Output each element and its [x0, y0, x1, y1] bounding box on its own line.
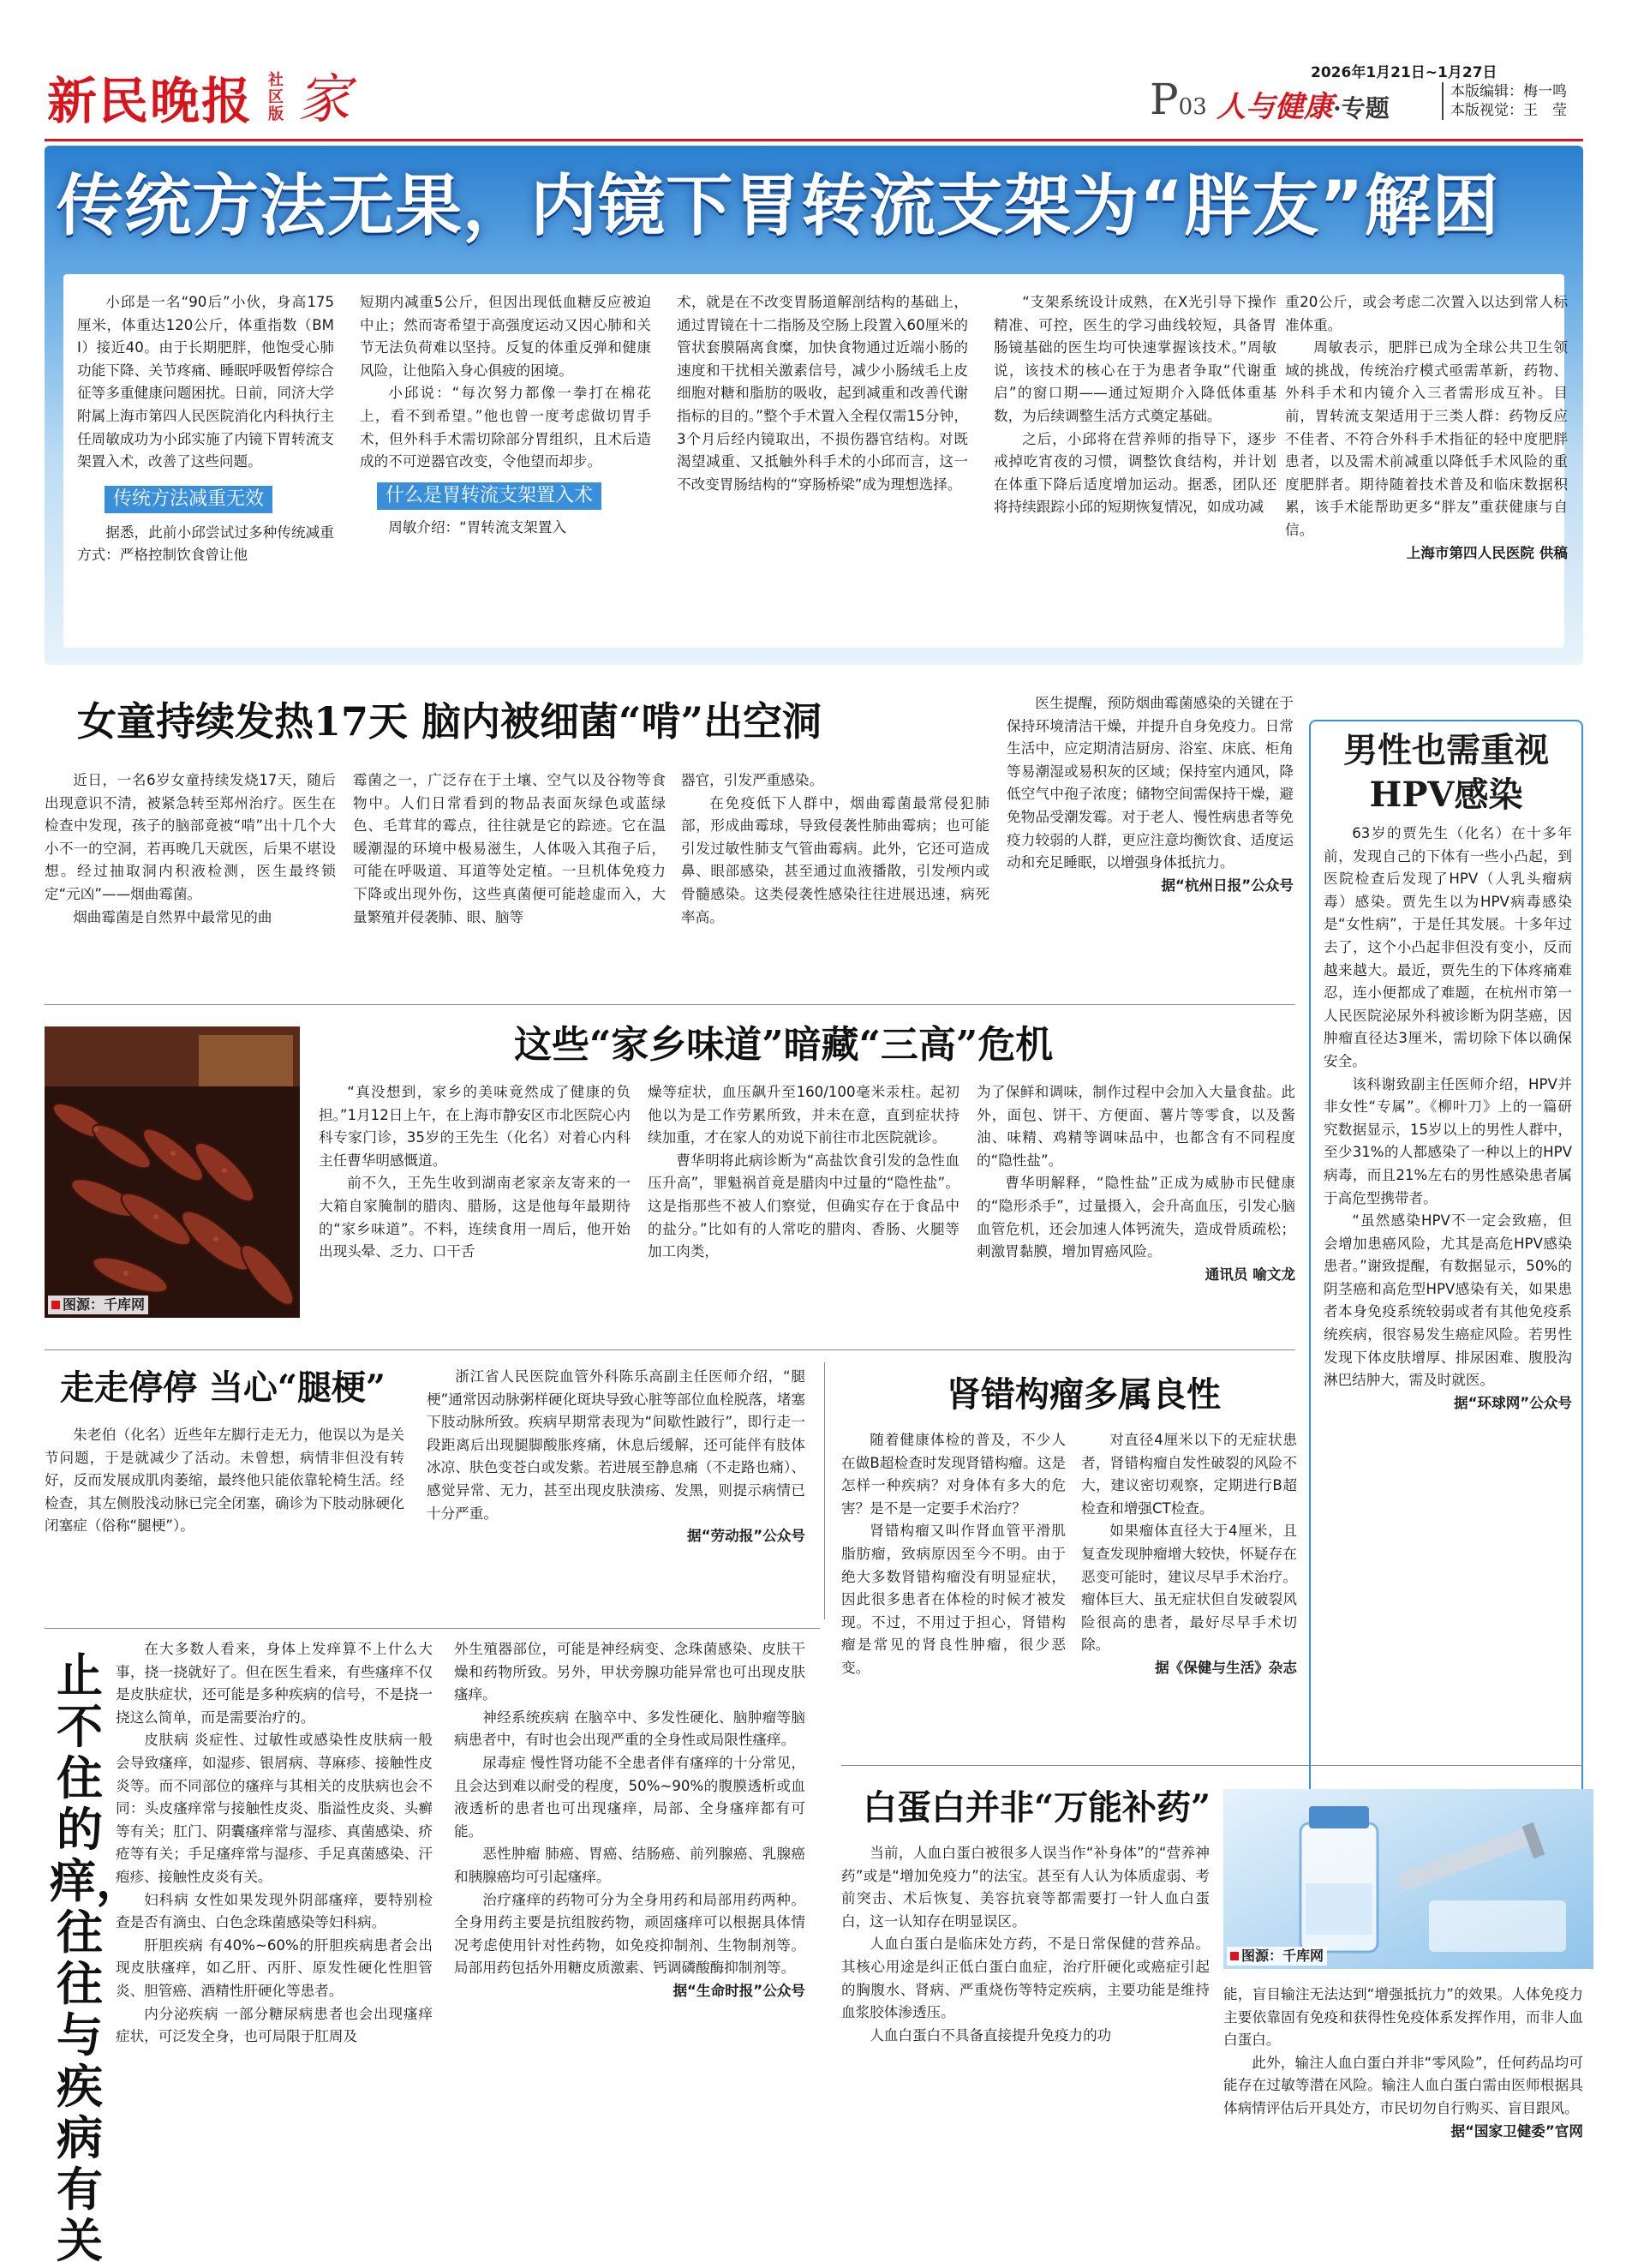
leg-headline: 走走停停 当心“腿梗” — [60, 1367, 386, 1408]
itch-headline: 止不住的痒，往往与疾病有关 — [50, 1648, 142, 2268]
paragraph: 器官，引发严重感染。 — [681, 772, 823, 788]
paragraph: 浙江省人民医院血管外科陈乐高副主任医师介绍，“腿梗”通常因动脉粥样硬化斑块导致心脏等部位血栓脱落，堵塞下肢动脉所致。疾病早期常表现为“间歇性跛行”，即行走一段距离后出现腿脚酸胀疼痛，休息后缓解，还可能伴有肢体冰凉、肤色变苍白或发紫。若进展至静息痛（不走路也痛）、感觉异常、无力，甚至出现皮肤溃疡、发黑，则提示病情已十分严重。 — [427, 1368, 805, 1522]
hometaste-headline: 这些“家乡味道”暗藏“三高”危机 — [514, 1023, 1054, 1067]
girl-col-4 — [1007, 692, 1294, 897]
feature-col-5 — [1285, 291, 1568, 565]
column-title: 人与健康 — [1217, 90, 1333, 124]
paragraph: 该科谢致副主任医师介绍，HPV并非女性“专属”。《柳叶刀》上的一篇研究数据显示，15岁以上的男性人群中，至少31%的人都感染了一种以上的HPV病毒，而且21%左右的男性感染患者属于高危型携带者。 — [1324, 1075, 1572, 1206]
paragraph: 当前，人血白蛋白被很多人误当作“补身体”的“营养神药”或是“增加免疫力”的法宝。甚至有人认为体质虚弱、考前突击、术后恢复、美容抗衰等都需要打一针人血白蛋白，这一认知存在明显误区。 — [841, 1845, 1210, 1930]
column-name — [1217, 83, 1390, 125]
paragraph: 能，盲目输注无法达到“增强抵抗力”的效果。人体免疫力主要依靠固有免疫和获得性免疫体系发挥作用，而非人血白蛋白。 — [1223, 1986, 1583, 2049]
protein-source: 据“国家卫健委”官网 — [1450, 2122, 1583, 2139]
itch-col-2 — [454, 1638, 805, 2003]
paragraph: “真没想到，家乡的美味竟然成了健康的负担。”1月12日上午，在上海市静安区市北医院心内科专家门诊，35岁的王先生（化名）对着心内科主任曹华明感慨道。 — [319, 1084, 631, 1169]
cured-meat-photo — [45, 1026, 300, 1318]
paragraph: 皮肤病 炎症性、过敏性或感染性皮肤病一般会导致瘙痒，如湿疹、银屑病、荨麻疹、接触性皮炎等。而不同部位的瘙痒与其相关的皮肤病也会不同：头皮瘙痒常与接触性皮炎、脂溢性皮炎、头癣等有关；肛门、阴囊瘙痒常与湿疹、真菌感染、疥疮等有关；手足瘙痒常与湿疹、手足真菌感染、汗疱疹、接触性皮炎有关。 — [116, 1732, 433, 1885]
hometaste-col-2 — [648, 1081, 959, 1264]
paragraph: 近日，一名6岁女童持续发烧17天，随后出现意识不清，被紧急转至郑州治疗。医生在检查中发现，孩子的脑部竟被“啃”出十几个大小不一的空洞，若再晚几天就医，后果不堪设想。经过抽取洞内积液检测，医生最终锁定“元凶”——烟曲霉菌。 — [45, 772, 336, 902]
paragraph: 医生提醒，预防烟曲霉菌感染的关键在于保持环境清洁干燥，并提升自身免疫力。日常生活中，应定期清洁厨房、浴室、床底、柜角等易潮湿或易积灰的区域；保持室内通风，降低空气中孢子浓度；储物空间需保持干燥，避免物品受潮发霉。对于老人、慢性病患者等免疫力较弱的人群，更应注意均衡饮食、适度运动和充足睡眠，以增强身体抵抗力。 — [1007, 695, 1294, 871]
paragraph: 霉菌之一，广泛存在于土壤、空气以及谷物等食物中。人们日常看到的物品表面灰绿色或蓝绿色、毛茸茸的霉点，往往就是它的踪迹。它在温暖潮湿的环境中极易滋生，人体吸入其孢子后，可能在呼吸道、耳道等处定植。一旦机体免疫力下降或出现外伤，这些真菌便可能趁虚而入，大量繁殖并侵袭肺、眼、脑等 — [353, 772, 666, 925]
paragraph: 周敏介绍：“胃转流支架置入 — [388, 518, 566, 536]
designer-line: 本版视觉：王 莹 — [1450, 102, 1567, 119]
paragraph: 之后，小邱将在营养师的指导下，逐步戒掉吃宵夜的习惯，调整饮食结构，并计划在体重下降后适度增加运动。据悉，团队还将持续跟踪小邱的短期恢复情况，如成功减 — [994, 430, 1276, 516]
paragraph: 对直径4厘米以下的无症状患者，肾错构瘤自发性破裂的风险不大，建议密切观察，定期进行B超检查和增强CT检查。 — [1081, 1432, 1297, 1517]
itch-col-1 — [116, 1638, 433, 2049]
paragraph: 内分泌疾病 一部分糖尿病患者也会出现瘙痒症状，可泛发全身，也可局限于肛周及 — [116, 2005, 433, 2045]
paragraph: 随着健康体检的普及，不少人在做B超检查时发现肾错构瘤。这是怎样一种疾病？对身体有多大的危害？是不是一定要手术治疗？ — [841, 1432, 1066, 1517]
paragraph: 燥等症状，血压飙升至160/100毫米汞柱。起初他以为是工作劳累所致，并未在意，直到症状持续加重，才在家人的劝说下前往市北医院就诊。 — [648, 1084, 959, 1146]
paragraph: 妇科病 女性如果发现外阴部瘙痒，要特别检查是否有滴虫、白色念珠菌感染等妇科病。 — [116, 1891, 433, 1931]
photo-caption: 图源：千库网 — [1227, 1947, 1327, 1966]
cured-meat-illustration — [45, 1026, 300, 1318]
masthead-rule — [45, 139, 1583, 141]
kidney-col-2 — [1081, 1429, 1297, 1680]
leg-col-1 — [45, 1424, 404, 1538]
paragraph: 人血白蛋白不具备直接提升免疫力的功 — [870, 2026, 1112, 2044]
kidney-headline: 肾错构瘤多属良性 — [947, 1374, 1221, 1415]
divider — [824, 1362, 825, 1619]
leg-col-2 — [427, 1366, 805, 1548]
paragraph: 小邱是一名“90后”小伙，身高175厘米，体重达120公斤，体重指数（BMI）接近40。由于长期肥胖，他饱受心肺功能下降、关节疼痛、睡眠呼吸暂停综合征等多重健康问题困扰。日前，同济大学附属上海市第四人民医院消化内科执行主任周敏成功为小邱实施了内镜下胃转流支架置入术，改善了这些问题。 — [77, 294, 334, 470]
paragraph: “虽然感染HPV不一定会致癌，但会增加患癌风险，尤其是高危HPV感染患者。”谢致提醒，有数据显示，50%的阴茎癌和高危型HPV感染有关，如果患者本身免疫系统较弱或者有其他免疫系统疾病，很容易发生癌症风险。若男性发现下体皮肤增厚、排尿困难、腹股沟淋巴结肿大，需及时就医。 — [1324, 1212, 1572, 1389]
feature-col-1 — [77, 291, 334, 567]
paragraph: 为了保鲜和调味，制作过程中会加入大量食盐。此外，面包、饼干、方便面、薯片等零食，以及酱油、味精、鸡精等调味品中，也都含有不同程度的“隐性盐”。 — [977, 1084, 1295, 1169]
paragraph: 小邱说：“每次努力都像一拳打在棉花上，看不到希望。”他也曾一度考虑做切胃手术，但外科手术需切除部分胃组织，且术后造成的不可逆器官改变，令他望而却步。 — [360, 385, 651, 470]
subhead-traditional — [105, 486, 334, 513]
paragraph: 63岁的贾先生（化名）在十多年前，发现自己的下体有一些小凸起，到医院检查后发现了HPV（人乳头瘤病毒）感染。贾先生以为HPV病毒感染是“女性病”，于是任其发展。十多年过去了，这个小凸起非但没有变小，反而越来越大。最近，贾先生的下体疼痛难忍，连小便都成了难题，在杭州市第一人民医院泌尿外科被诊断为阴茎癌，因肿瘤直径达3厘米，需切除下体以确保安全。 — [1324, 825, 1572, 1069]
page-number-digits: 03 — [1178, 94, 1207, 120]
editor-line: 本版编辑：梅一鸣 — [1450, 83, 1567, 100]
divider — [841, 1765, 1583, 1766]
protein-headline: 白蛋白并非“万能补药” — [862, 1787, 1211, 1828]
paragraph: 短期内减重5公斤，但因出现低血糖反应被迫中止；然而寄希望于高强度运动又因心肺和关节无法负荷难以坚持。反复的体重反弹和健康风险，让他陷入身心俱疲的困境。 — [360, 294, 651, 379]
paragraph: 人血白蛋白是临床处方药，不是日常保健的营养品。其核心用途是纠正低白蛋白血症，治疗肝硬化或癌症引起的胸腹水、肾病、严重烧伤等特定疾病，主要功能是维持血浆胶体渗透压。 — [841, 1936, 1210, 2021]
paragraph: 肝胆疾病 有40%~60%的肝胆疾病患者会出现皮肤瘙痒，如乙肝、丙肝、原发性硬化性胆管炎、胆管癌、酒精性肝硬化等患者。 — [116, 1936, 433, 1999]
vial-illustration — [1223, 1789, 1593, 1969]
girl-headline: 女童持续发热17天 脑内被细菌“啃”出空洞 — [77, 698, 822, 745]
paragraph: 神经系统疾病 在脑卒中、多发性硬化、脑肿瘤等脑病患者中，有时也会出现严重的全身性或局限性瘙痒。 — [454, 1708, 805, 1749]
paragraph: 外生殖器部位，可能是神经病变、念珠菌感染、皮肤干燥和药物所致。另外，甲状旁腺功能异常也可出现皮肤瘙痒。 — [454, 1641, 805, 1703]
girl-source: 据“杭州日报”公众号 — [1161, 877, 1294, 894]
divider — [45, 1349, 1295, 1350]
feature-col-2 — [360, 291, 651, 539]
edition-char: 家 — [297, 68, 351, 130]
paragraph: 烟曲霉菌是自然界中最常见的曲 — [73, 908, 272, 925]
divider — [45, 1004, 1295, 1005]
divider — [45, 1628, 820, 1629]
paragraph: 前不久，王先生收到湖南老家亲友寄来的一大箱自家腌制的腊肉、腊肠，这是他每年最期待的“家乡味道”。不料，连续食用一周后，他开始出现头晕、乏力、口干舌 — [319, 1175, 631, 1260]
hpv-headline: 男性也需重视HPV感染 — [1343, 730, 1549, 815]
photo-caption: 图源：千库网 — [48, 1296, 148, 1314]
subhead-text: 什么是胃转流支架置入术 — [377, 482, 601, 510]
paragraph: 据悉，此前小邱尝试过多种传统减重方式：严格控制饮食曾让他 — [77, 524, 334, 564]
edition-label: 社区版 — [268, 71, 284, 123]
paragraph: 在免疫低下人群中，烟曲霉菌最常侵犯肺部，形成曲霉球，导致侵袭性肺曲霉病；也可能引发过敏性肺支气管曲霉病。此外，它还可造成鼻、眼部感染，甚至通过血液播散，引发颅内或骨髓感染。这类侵袭性感染往往进展迅速，病死率高。 — [681, 794, 989, 925]
paragraph: 周敏表示，肥胖已成为全球公共卫生领域的挑战，传统治疗模式亟需革新，药物、外科手术和内镜介入三者需形成互补。目前，胃转流支架适用于三类人群：药物反应不佳者、不符合外科手术指征的轻中度肥胖患者，以及需术前减重以降低手术风险的重度肥胖者。期待随着技术普及和临床数据积累，该手术能帮助更多“胖友”重获健康与自信。 — [1285, 339, 1568, 538]
editor-credits — [1442, 82, 1567, 120]
subhead-what-is — [377, 482, 651, 510]
column-type: ·专题 — [1333, 94, 1390, 123]
kidney-col-1 — [841, 1429, 1066, 1680]
paragraph: 曹华明将此病诊断为“高盐饮食引发的急性血压升高”，罪魁祸首竟是腊肉中过量的“隐性盐”。这是指那些不被人们察觉，但确实存在于食品中的盐分。”比如有的人常吃的腊肉、香肠、火腿等加工肉类， — [648, 1152, 959, 1260]
leg-source: 据“劳动报”公众号 — [687, 1528, 805, 1545]
hometaste-col-3 — [977, 1081, 1295, 1286]
feature-col-3 — [677, 291, 968, 496]
itch-source: 据“生命时报”公众号 — [673, 1982, 805, 1999]
paragraph: 术，就是在不改变胃肠道解剖结构的基础上，通过胃镜在十二指肠及空肠上段置入60厘米的管状套膜隔离食糜，加快食物通过近端小肠的速度和干扰相关激素信号，减少小肠绒毛上皮细胞对糖和脂肪的吸收，起到减重和改善代谢指标的目的。”整个手术置入全程仅需15分钟，3个月后经内镜取出，不损伤器官结构。对既渴望减重、又抵触外科手术的小邱而言，这一不改变胃肠结构的“穿肠桥梁”成为理想选择。 — [677, 294, 968, 493]
page-number — [1150, 75, 1207, 131]
page-letter: P — [1150, 75, 1179, 124]
issue-date: 2026年1月21日~1月27日 — [1311, 64, 1497, 81]
hpv-body — [1324, 823, 1572, 1415]
paragraph: 此外，输注人血白蛋白并非“零风险”，任何药品均可能存在过敏等潜在风险。输注人血白蛋白需由医师根据具体病情评估后开具处方，市民切勿自行购买、盲目跟风。 — [1223, 2054, 1583, 2116]
hpv-source: 据“环球网”公众号 — [1454, 1394, 1572, 1411]
protein-col-2 — [1223, 1984, 1583, 2143]
kidney-source: 据《保健与生活》杂志 — [1155, 1659, 1297, 1676]
paper-logo — [47, 67, 356, 137]
paragraph: 治疗瘙痒的药物可分为全身用药和局部用药两种。全身用药主要是抗组胺药物，顽固瘙痒可以根据具体情况考虑使用针对性药物，如免疫抑制剂、生物制剂等。局部用药包括外用糖皮质激素、钙调磷酸酶抑制剂等。 — [454, 1891, 805, 1977]
feature-source: 上海市第四人民医院 供稿 — [1406, 544, 1568, 561]
girl-col-2 — [353, 769, 666, 929]
hometaste-source: 通讯员 喻文龙 — [1205, 1266, 1295, 1283]
protein-col-1 — [841, 1842, 1210, 2047]
paragraph: “支架系统设计成熟，在X光引导下操作精准、可控，医生的学习曲线较短，具备胃肠镜基础的医生均可快速掌握该技术。”周敏说，该技术的核心在于为患者争取“代谢重启”的窗口期——通过短期介入降低体重基数，为后续调整生活方式奠定基础。 — [994, 294, 1276, 424]
girl-col-1 — [45, 769, 336, 929]
paragraph: 重20公斤，或会考虑二次置入以达到常人标准体重。 — [1285, 294, 1568, 333]
paper-name: 新民晚报 — [47, 72, 254, 130]
paragraph: 恶性肿瘤 肺癌、胃癌、结肠癌、前列腺癌、乳腺癌和胰腺癌均可引起瘙痒。 — [454, 1846, 805, 1885]
paragraph: 曹华明解释，“隐性盐”正成为威胁市民健康的“隐形杀手”，过量摄入，会升高血压，引发心脑血管危机，还会加速人体钙流失，造成骨质疏松；刺激胃黏膜，增加胃癌风险。 — [977, 1175, 1295, 1260]
paragraph: 朱老伯（化名）近些年左脚行走无力，他误以为是关节问题，于是就减少了活动。未曾想，病情非但没有转好，反而发展成肌肉萎缩，最终他只能依靠轮椅生活。经检查，其左侧股浅动脉已完全闭塞，确诊为下肢动脉硬化闭塞症（俗称“腿梗”）。 — [45, 1427, 404, 1535]
paragraph: 肾错构瘤又叫作肾血管平滑肌脂肪瘤，致病原因至今不明。由于绝大多数肾错构瘤没有明显症状，因此很多患者在体检的时候才被发现。不过，不用过于担心，肾错构瘤是常见的肾良性肿瘤，很少恶变。 — [841, 1523, 1066, 1676]
feature-col-4 — [994, 291, 1276, 519]
subhead-text: 传统方法减重无效 — [105, 486, 272, 513]
girl-col-3 — [681, 769, 989, 929]
vial-photo — [1223, 1789, 1593, 1969]
hometaste-col-1 — [319, 1081, 631, 1264]
feature-headline: 传统方法无果，内镜下胃转流支架为“胖友”解困 — [57, 168, 1500, 245]
paragraph: 在大多数人看来，身体上发痒算不上什么大事，挠一挠就好了。但在医生看来，有些瘙痒不仅是皮肤症状，还可能是多种疾病的信号，不是挠一挠这么简单，而是需要治疗的。 — [116, 1641, 433, 1726]
paragraph: 尿毒症 慢性肾功能不全患者伴有瘙痒的十分常见，且会达到难以耐受的程度，50%~90%的腹膜透析或血液透析的患者也可出现瘙痒，局部、全身瘙痒都有可能。 — [454, 1754, 805, 1840]
paragraph: 如果瘤体直径大于4厘米，且复查发现肿瘤增大较快，怀疑存在恶变可能时，建议尽早手术治疗。瘤体巨大、虽无症状但自发破裂风险很高的患者，最好尽早手术切除。 — [1081, 1523, 1297, 1654]
